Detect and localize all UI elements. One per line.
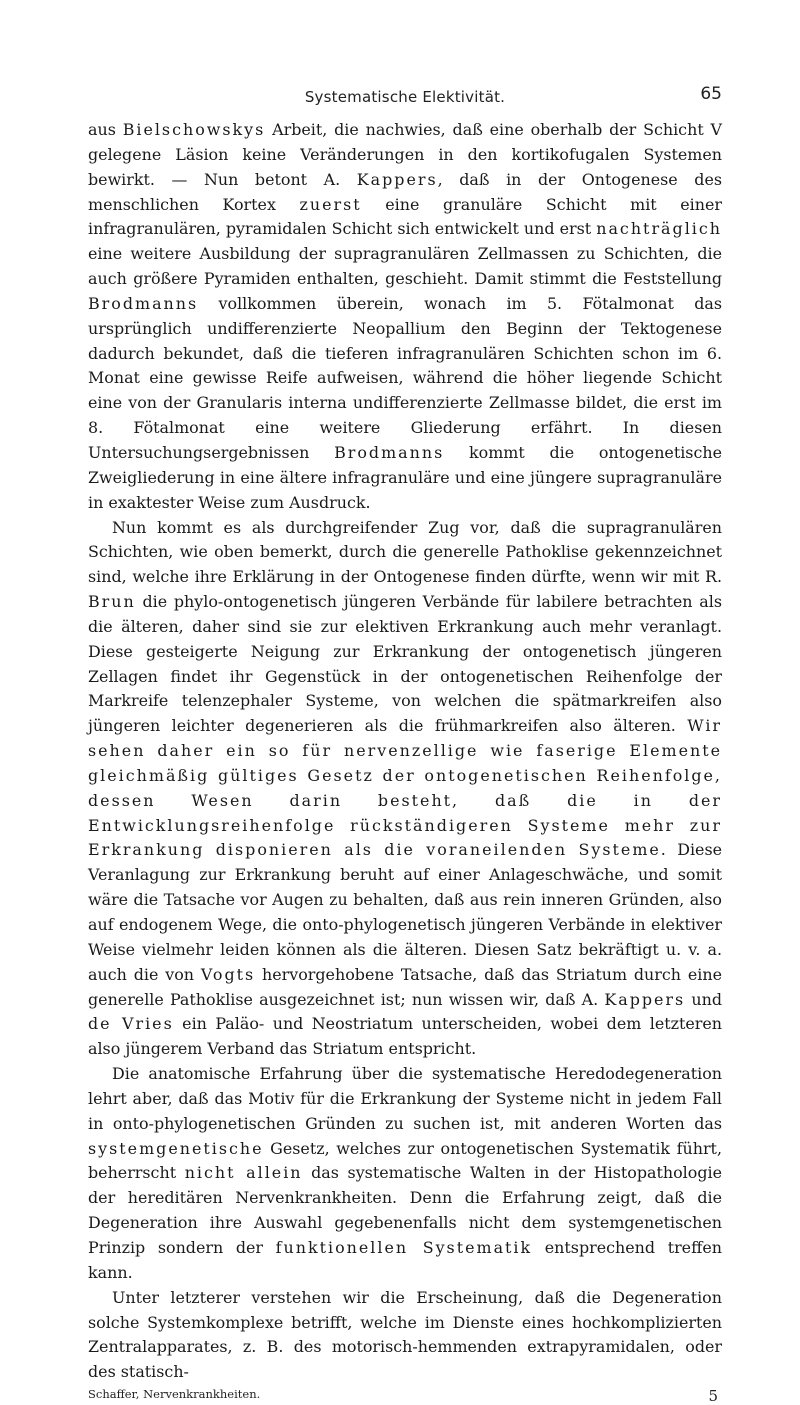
spaced-emphasis: zuerst xyxy=(299,194,362,214)
spaced-emphasis: Vogts xyxy=(200,964,256,984)
spaced-emphasis: de Vries xyxy=(88,1014,174,1034)
spaced-emphasis: Bielschowskys xyxy=(122,120,266,139)
page-footer xyxy=(88,1387,722,1405)
spaced-emphasis: Brun xyxy=(88,592,136,612)
spaced-emphasis: Brodmanns xyxy=(334,442,445,462)
running-title: Systematische Elektivität. xyxy=(304,88,506,106)
paragraph xyxy=(88,1062,722,1286)
book-page xyxy=(88,84,722,1405)
text-run: aus xyxy=(88,120,123,139)
text-run: entsprechend treffen kann. xyxy=(88,1237,723,1282)
body-text xyxy=(88,118,722,1385)
text-run: Die anatomische Erfahrung über die systematische Heredodegeneration lehrt aber, daß das Motiv für die Erkrankung der Systeme nicht in jedem Fall in onto-phylogenetischen Gründen zu suchen ist, mit anderen Worten das xyxy=(88,1064,722,1133)
text-run: vollkommen überein, wonach im 5. Fötalmonat das ursprünglich undifferenzierte Neopallium den Beginn der Tektogenese dadurch bekundet, daß die tieferen infragranulären Schichten schon im 6. Monat eine gewisse Reife aufweisen, während die höher liegende Schicht eine von der Granularis interna undifferenzierte Zellmasse bildet, die erst im 8. Fötalmonat eine weitere Gliederung erfährt. In diesen Untersuchungsergebnissen xyxy=(88,293,722,462)
text-run: Diese Veranlagung zur Erkrankung beruht auf einer Anlageschwäche, und somit wäre die Tatsache vor Augen zu behalten, daß aus rein inneren Gründen, also auf endogenem Wege, die onto-phylogenetisch jüngeren Verbände in elektiver Weise vielmehr leiden können als die älteren. Diesen Satz bekräftigt u. v. a. auch die von xyxy=(88,840,723,984)
paragraph xyxy=(88,516,722,1063)
text-run: eine weitere Ausbildung der supragranulären Zellmassen zu Schichten, die auch größere Pyramiden enthalten, geschieht. Damit stimmt die Feststellung xyxy=(88,244,722,289)
text-run: Nun kommt es als durchgreifender Zug vor, daß die supragranulären Schichten, wie oben bemerkt, durch die generelle Pathoklise gekennzeichnet sind, welche ihre Erklärung in der Ontogenese finden dürfte, wenn wir mit R. xyxy=(88,517,722,587)
text-run: das systematische Walten in der Histopathologie der hereditären Nervenkrankheiten. Denn die Erfahrung zeigt, daß die Degeneration ihre Auswahl gegebenenfalls nicht dem systemgenetischen Prinzip sondern der xyxy=(88,1163,722,1257)
text-run: Gesetz, welches zur ontogenetischen Systematik führt, beherrscht xyxy=(88,1138,722,1183)
spaced-emphasis: nachträglich xyxy=(596,219,722,239)
signature-mark: 5 xyxy=(708,1387,718,1405)
spaced-emphasis: funktionellen Systematik xyxy=(275,1237,533,1257)
text-run: ein Paläo- und Neostriatum unterscheiden, wobei dem letzteren also jüngerem Verband das Striatum entspricht. xyxy=(88,1014,723,1059)
page-number: 65 xyxy=(700,84,722,104)
running-head xyxy=(88,84,722,112)
spaced-emphasis: systemgenetische xyxy=(88,1138,264,1158)
spaced-emphasis: Kappers xyxy=(356,169,438,189)
spaced-emphasis: nicht allein xyxy=(184,1163,303,1183)
spaced-emphasis: Brodmanns xyxy=(88,293,199,313)
text-run: , daß in der Ontogenese des menschlichen Kortex xyxy=(88,169,723,214)
text-run: Arbeit, die nachwies, daß eine oberhalb der Schicht V gelegene Läsion keine Veränderungen in den kortikofugalen Systemen bewirkt. — Nun betont A. xyxy=(88,120,722,189)
text-run: eine granuläre Schicht mit einer infragranulären, pyramidalen Schicht sich entwickelt und erst xyxy=(88,194,722,239)
paragraph xyxy=(88,1286,722,1385)
text-run: und xyxy=(685,989,723,1009)
text-run: die phylo-ontogenetisch jüngeren Verbände für labilere betrachten als die älteren, daher sind sie zur elektiven Erkrankung auch mehr veranlagt. Diese gesteigerte Neigung zur Erkrankung der ontogenetisch jüngeren Zellagen findet ihr Gegenstück in der ontogenetischen Reihenfolge der Markreife telenzephaler Systeme, von welchen die spätmarkreifen also jüngeren leichter degenerieren als die frühmarkreifen also älteren. xyxy=(88,592,722,736)
spaced-emphasis: Kappers xyxy=(604,989,686,1009)
signature-line: Schaffer, Nervenkrankheiten. xyxy=(88,1387,261,1402)
spaced-emphasis: Wir sehen daher ein so für nervenzellige wie faserige Elemente gleichmäßig gültiges Gesetz der ontogenetischen Reihenfolge, dessen Wesen darin besteht, daß die in der Entwicklungsreihenfolge rückständigeren Systeme mehr zur Erkrankung disponieren als die voraneilenden Systeme. xyxy=(88,716,722,860)
text-run: kommt die ontogenetische Zweigliederung in eine ältere infragranuläre und eine jüngere supragranuläre in exaktester Weise zum Ausdruck. xyxy=(88,442,722,512)
text-run: hervorgehobene Tatsache, daß das Striatum durch eine generelle Pathoklise ausgezeichnet ist; nun wissen wir, daß A. xyxy=(88,964,723,1009)
paragraph xyxy=(88,118,722,516)
text-run: Unter letzterer verstehen wir die Erscheinung, daß die Degeneration solche Systemkomplexe betrifft, welche im Dienste eines hochkomplizierten Zentralapparates, z. B. des motorisch-hemmenden extrapyramidalen, oder des statisch- xyxy=(88,1287,722,1382)
